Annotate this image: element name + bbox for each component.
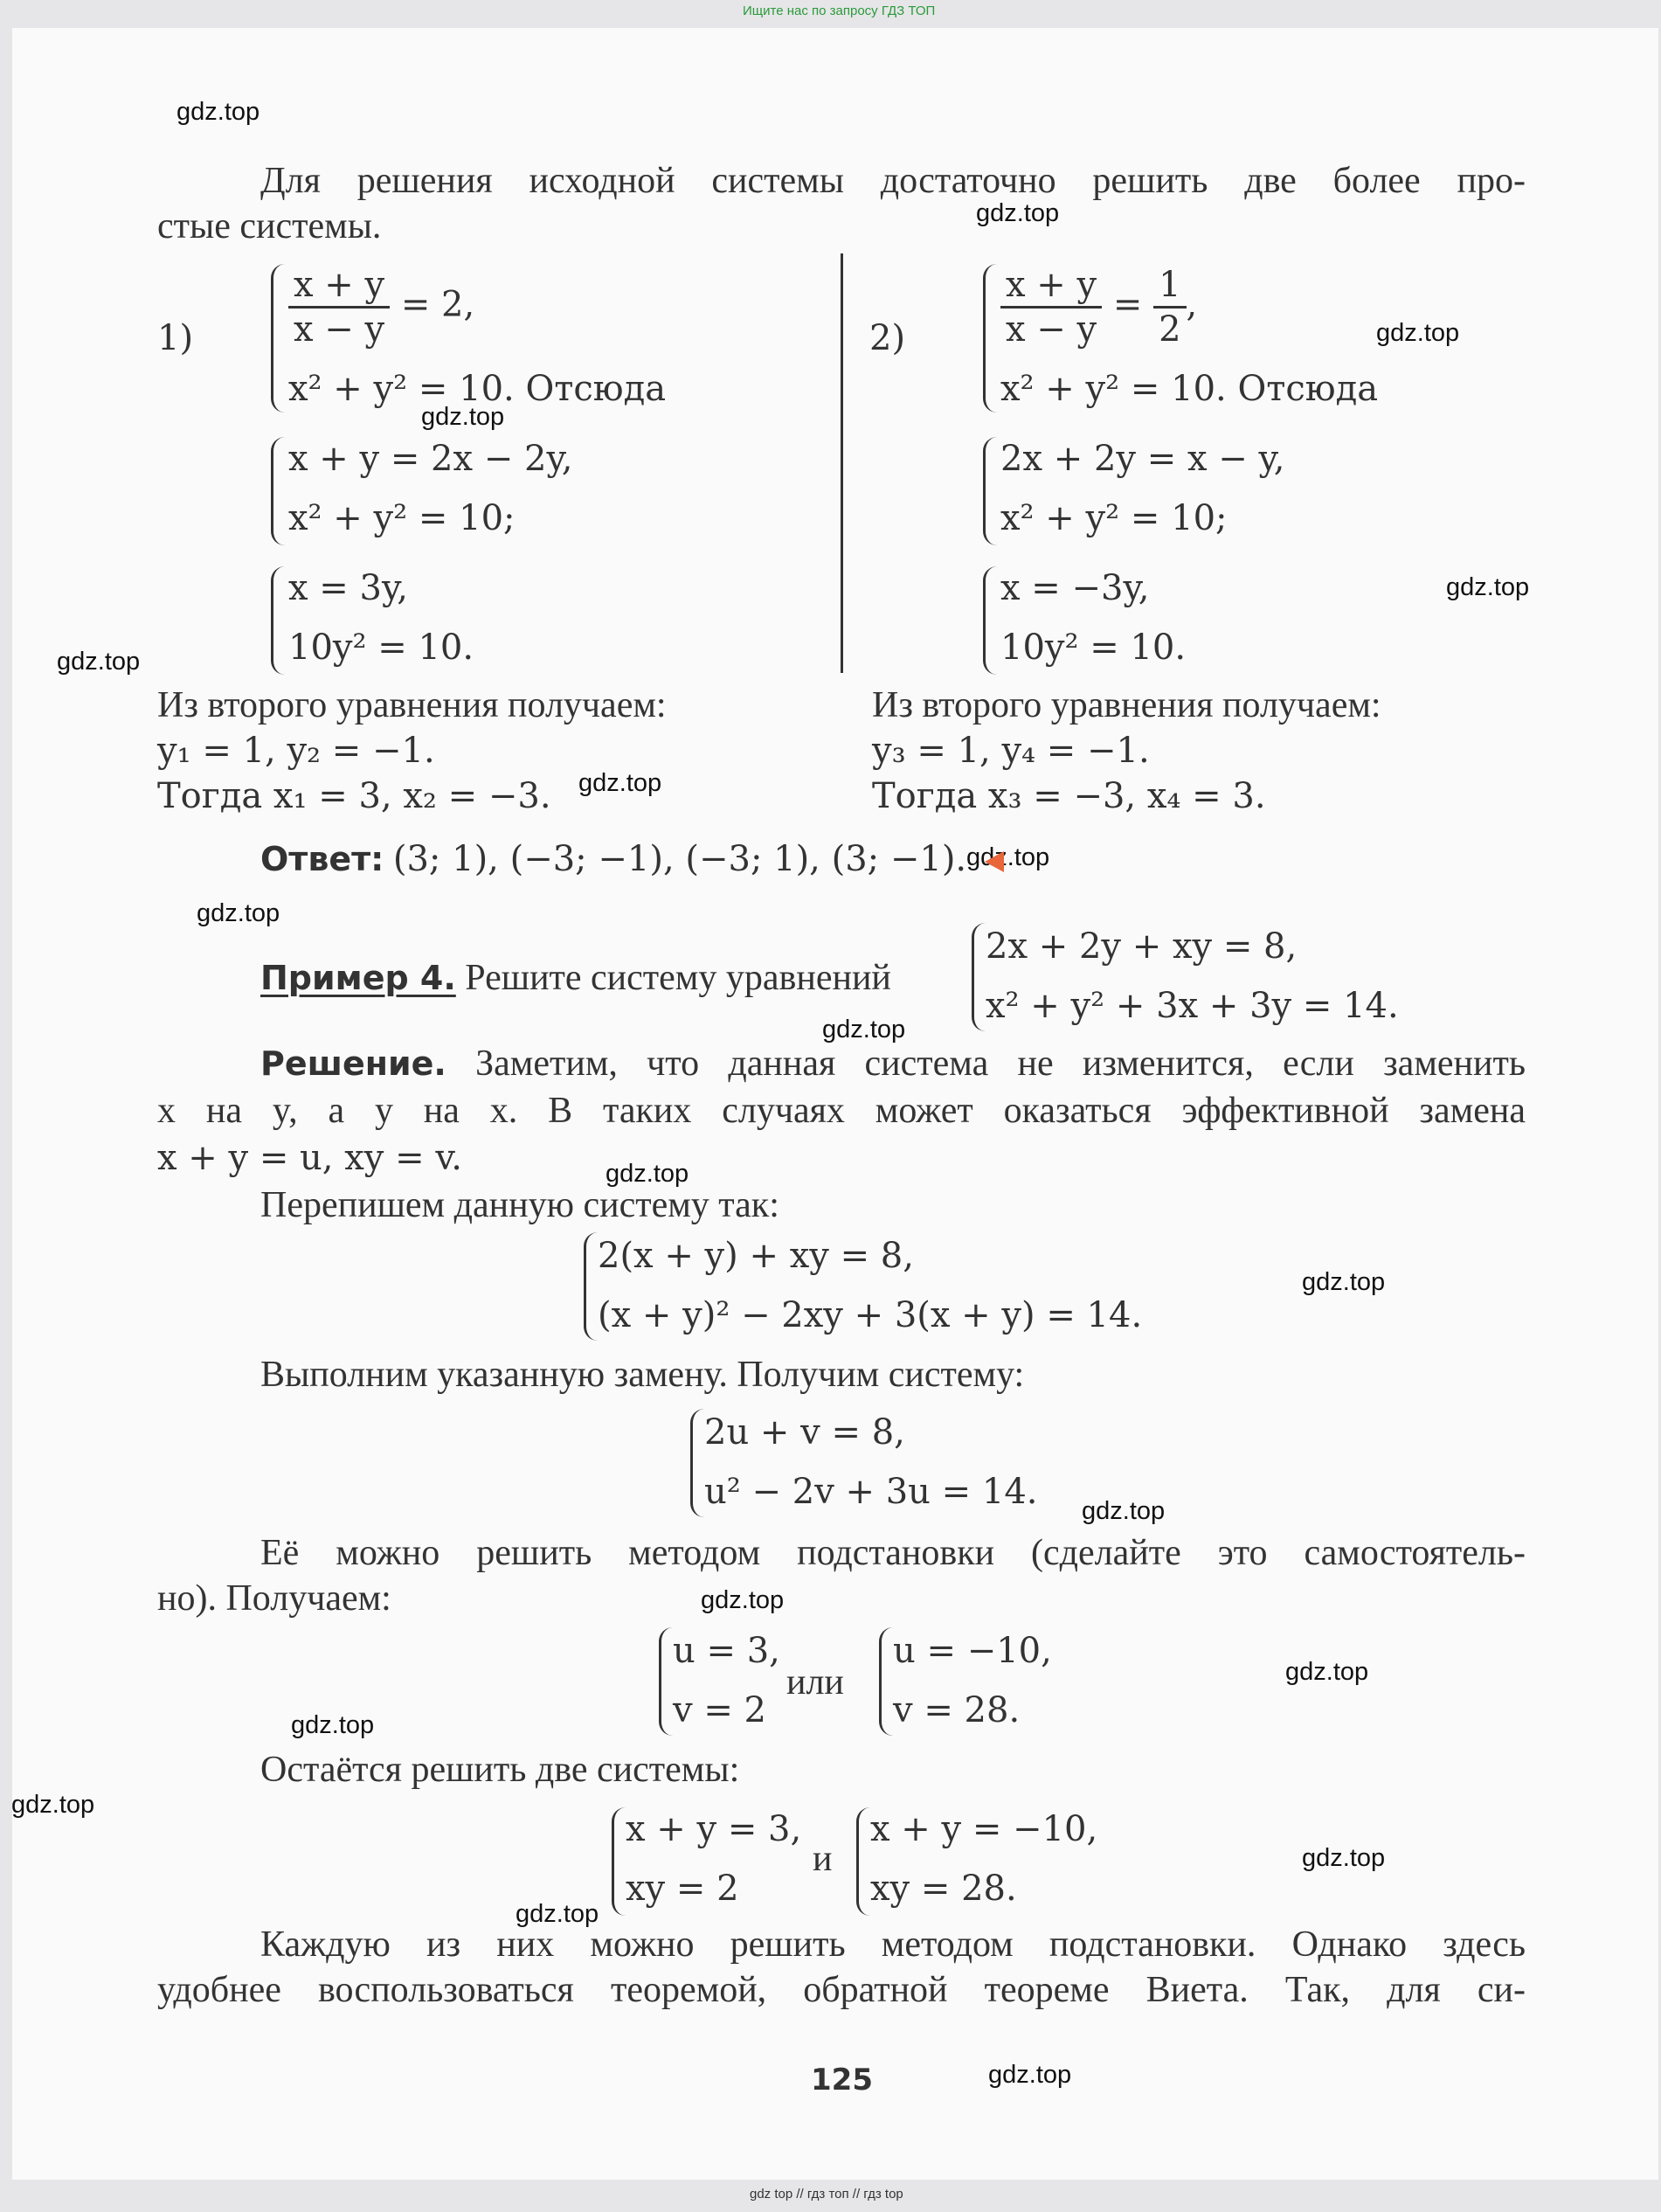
example-4-eq2: x² + y² + 3x + 3y = 14. <box>986 986 1399 1026</box>
page-number: 125 <box>811 2063 873 2098</box>
solution-line-4: Перепишем данную систему так: <box>260 1185 779 1225</box>
system-2-label: 2) <box>869 318 906 358</box>
system-2-rhs-numerator: 1 <box>1153 264 1186 309</box>
watermark: gdz.top <box>966 843 1050 871</box>
watermark: gdz.top <box>578 769 662 797</box>
intro-line-2: стые системы. <box>157 206 382 246</box>
system-2-step3a: x = −3y, <box>1000 568 1150 608</box>
system-2-step3b: 10y² = 10. <box>1000 628 1187 668</box>
solution-line-2: x на y, а y на x. В таких случаях может оказаться эффективной замена <box>157 1091 1526 1131</box>
system-2-numerator: x + y <box>1000 264 1102 309</box>
system-1-numerator: x + y <box>288 264 390 309</box>
system-1-brace <box>271 264 287 413</box>
system-1-step2-brace <box>271 437 287 545</box>
solution-text-1: Заметим, что данная система не изменится, если заменить <box>475 1044 1526 1084</box>
system-a-eq1: 2(x + y) + xy = 8, <box>598 1236 914 1276</box>
system-2-brace <box>983 264 1000 413</box>
watermark: gdz.top <box>988 2061 1072 2089</box>
solution-label: Решение. <box>260 1044 446 1083</box>
system-1-step2a: x + y = 2x − 2y, <box>288 439 573 479</box>
example-4-text: Решите систему уравнений <box>465 958 891 998</box>
final-1-eq1: x + y = 3, <box>626 1809 802 1849</box>
example-4-line <box>260 954 891 1002</box>
watermark: gdz.top <box>197 899 280 927</box>
watermark: gdz.top <box>1302 1844 1386 1872</box>
system-1-eq1 <box>288 264 474 350</box>
system-2-eq1: $\frac{x + y}{x - y}$ = $\frac{1}{2}$ , <box>1000 264 1197 350</box>
watermark: gdz.top <box>11 1791 95 1819</box>
system-2-result-2: y₃ = 1, y₄ = −1. <box>872 731 1150 771</box>
watermark: gdz.top <box>421 403 505 431</box>
system-2-result-1: Из второго уравнения получаем: <box>872 685 1381 725</box>
example-4-label: Пример 4. <box>260 959 456 997</box>
system-2-step2-brace <box>983 437 1000 545</box>
solution-line-8: Остаётся решить две системы: <box>260 1750 740 1790</box>
bottom-note: gdz top // гдз топ // гдз top <box>750 2187 903 2202</box>
end-marker-icon <box>985 851 1004 872</box>
system-2-step2b: x² + y² = 10; <box>1000 498 1228 538</box>
case-2-eq1: u = −10, <box>893 1631 1052 1671</box>
or-word: или <box>786 1662 844 1702</box>
watermark: gdz.top <box>57 648 141 676</box>
answer-line <box>260 836 1004 883</box>
system-1-eq2: x² + y² = 10. Отсюда <box>288 369 667 409</box>
case-1-eq2: v = 2 <box>673 1690 766 1730</box>
watermark: gdz.top <box>976 199 1060 227</box>
final-1-eq2: xy = 2 <box>626 1869 739 1909</box>
system-a-eq2: (x + y)² − 2xy + 3(x + y) = 14. <box>598 1295 1143 1335</box>
watermark: gdz.top <box>1285 1658 1369 1686</box>
system-2-eq2: x² + y² = 10. Отсюда <box>1000 369 1379 409</box>
final-2-eq1: x + y = −10, <box>870 1809 1098 1849</box>
watermark: gdz.top <box>1302 1268 1386 1296</box>
case-1-eq1: u = 3, <box>673 1631 780 1671</box>
system-1-denominator: x − y <box>294 309 385 350</box>
system-1-step3a: x = 3y, <box>288 568 408 608</box>
system-1-result-1: Из второго уравнения получаем: <box>157 685 667 725</box>
watermark: gdz.top <box>822 1016 906 1044</box>
solution-line-5: Выполним указанную замену. Получим систему: <box>260 1355 1025 1395</box>
watermark: gdz.top <box>291 1711 375 1739</box>
system-2-result-3: Тогда x₃ = −3, x₄ = 3. <box>872 776 1266 816</box>
answer-label: Ответ: <box>260 840 384 878</box>
column-divider <box>841 253 843 673</box>
top-note: Ищите нас по запросу ГДЗ ТОП <box>743 3 936 18</box>
watermark: gdz.top <box>1082 1497 1166 1525</box>
system-1-step3b: 10y² = 10. <box>288 628 474 668</box>
watermark: gdz.top <box>701 1586 785 1614</box>
watermark: gdz.top <box>516 1900 599 1928</box>
system-1-step3-brace <box>271 566 287 675</box>
watermark: gdz.top <box>176 98 260 126</box>
solution-line-1 <box>260 1040 1526 1087</box>
system-1-step2b: x² + y² = 10; <box>288 498 516 538</box>
system-1-rhs: = 2, <box>400 284 475 325</box>
system-2-step2a: 2x + 2y = x − y, <box>1000 439 1285 479</box>
solution-line-9: Каждую из них можно решить методом подстановки. Однако здесь <box>260 1924 1526 1965</box>
system-1-result-2: y₁ = 1, y₂ = −1. <box>157 731 435 771</box>
watermark: gdz.top <box>1446 573 1530 601</box>
watermark: gdz.top <box>1376 319 1460 347</box>
system-1-result-3: Тогда x₁ = 3, x₂ = −3. <box>157 776 551 816</box>
solution-line-7: но). Получаем: <box>157 1578 391 1619</box>
system-2-denominator: x − y <box>1006 309 1097 350</box>
system-1-label: 1) <box>157 318 194 358</box>
solution-line-3: x + y = u, xy = v. <box>157 1138 462 1178</box>
solution-line-10: удобнее воспользоваться теоремой, обратной теореме Виета. Так, для си- <box>157 1970 1526 2010</box>
system-2-step3-brace <box>983 566 1000 675</box>
answer-text: (3; 1), (−3; −1), (−3; 1), (3; −1). <box>392 839 967 879</box>
final-2-eq2: xy = 28. <box>870 1869 1017 1909</box>
and-word: и <box>813 1839 833 1879</box>
system-b-eq2: u² − 2v + 3u = 14. <box>704 1472 1038 1512</box>
intro-line-1: Для решения исходной системы достаточно решить две более про- <box>260 161 1526 201</box>
system-b-eq1: 2u + v = 8, <box>704 1412 905 1453</box>
system-2-rhs-denominator: 2 <box>1159 309 1181 350</box>
example-4-eq1: 2x + 2y + xy = 8, <box>986 926 1298 967</box>
solution-line-6: Её можно решить методом подстановки (сделайте это самостоятель- <box>260 1533 1526 1573</box>
case-2-eq2: v = 28. <box>893 1690 1021 1730</box>
watermark: gdz.top <box>606 1160 689 1188</box>
